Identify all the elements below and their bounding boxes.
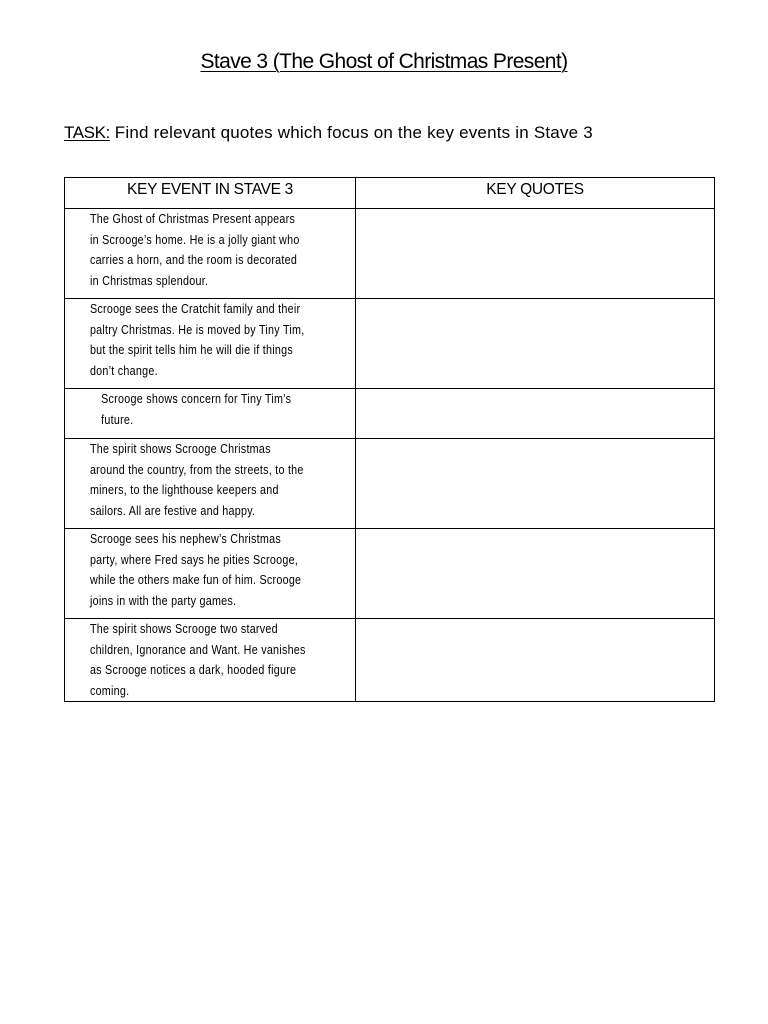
table-row [65, 209, 715, 299]
key-events-table [64, 177, 715, 702]
quote-cell[interactable] [356, 209, 715, 299]
event-cell [65, 209, 356, 299]
task-label: TASK: [64, 123, 110, 142]
table-row [65, 389, 715, 439]
event-cell [65, 529, 356, 619]
page-title-text: Stave 3 (The Ghost of Christmas Present) [200, 50, 568, 73]
page-title [0, 50, 768, 74]
header-key-event: KEY EVENT IN STAVE 3 [65, 178, 356, 209]
table-row [65, 619, 715, 702]
table-row [65, 439, 715, 529]
quote-cell[interactable] [356, 529, 715, 619]
event-text: Scrooge sees his nephew’s Christmas party, where Fred says he pities Scrooge, while the others make fun of him. Scrooge joins in with the party games. [89, 532, 302, 608]
quote-cell[interactable] [356, 439, 715, 529]
table-row [65, 529, 715, 619]
task-instruction [64, 123, 593, 143]
event-text: The spirit shows Scrooge Christmas around the country, from the streets, to the miners, to the lighthouse keepers and sailors. All are festive and happy. [89, 442, 304, 518]
quote-cell[interactable] [356, 299, 715, 389]
event-cell [65, 389, 356, 439]
header-key-quotes: KEY QUOTES [356, 178, 715, 209]
event-text: Scrooge sees the Cratchit family and their paltry Christmas. He is moved by Tiny Tim, but the spirit tells him he will die if things don’t change. [89, 302, 305, 378]
event-text: The spirit shows Scrooge two starved children, Ignorance and Want. He vanishes as Scrooge notices a dark, hooded figure coming. [89, 622, 306, 698]
event-cell [65, 619, 356, 702]
table-row [65, 299, 715, 389]
task-text: Find relevant quotes which focus on the key events in Stave 3 [109, 123, 593, 142]
event-text: The Ghost of Christmas Present appears in Scrooge’s home. He is a jolly giant who carries a horn, and the room is decorated in Christmas splendour. [89, 212, 300, 288]
quote-cell[interactable] [356, 389, 715, 439]
quote-cell[interactable] [356, 619, 715, 702]
event-cell [65, 299, 356, 389]
table-header-row [65, 178, 715, 209]
event-text: Scrooge shows concern for Tiny Tim’s future. [101, 392, 292, 427]
event-cell [65, 439, 356, 529]
